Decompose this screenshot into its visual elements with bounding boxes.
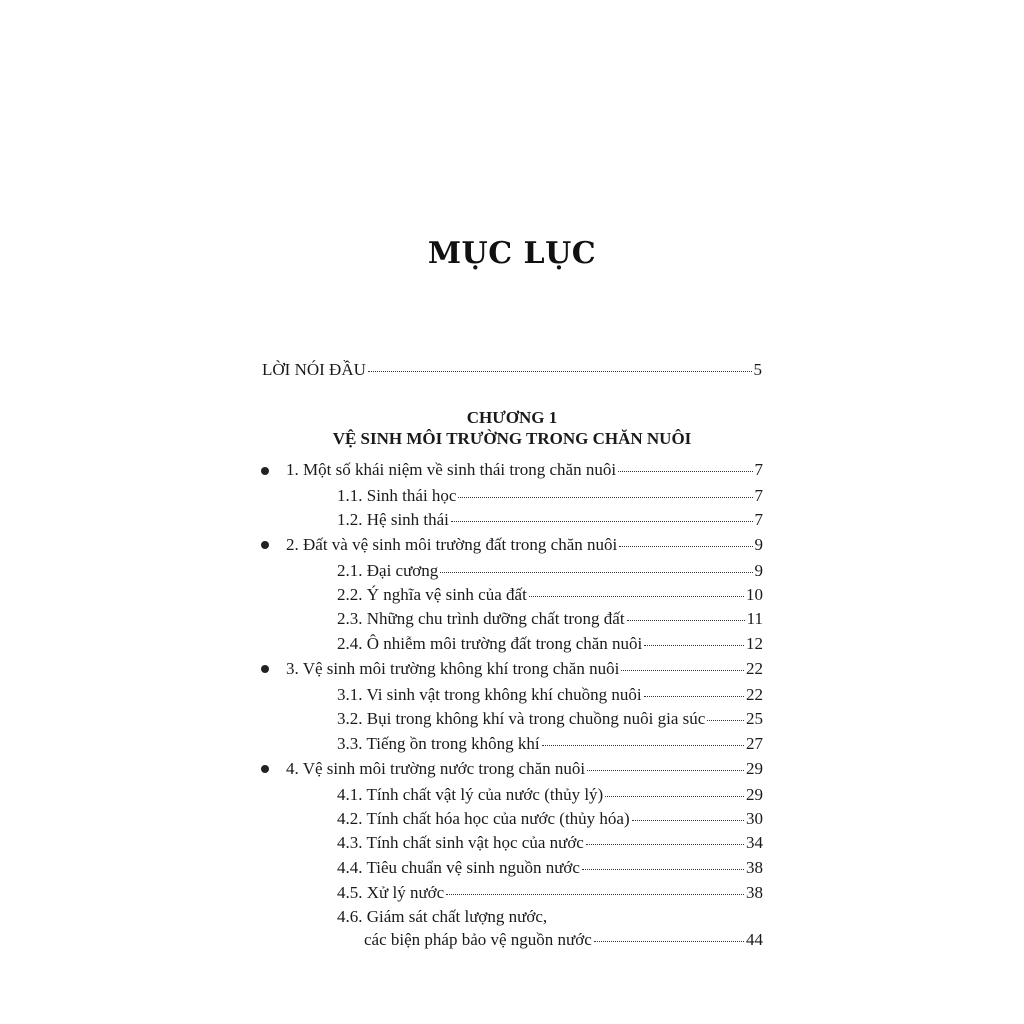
leader-dots: [446, 893, 744, 895]
leader-dots: [529, 595, 744, 597]
toc-entry-page: 38: [746, 883, 763, 902]
leader-dots: [619, 545, 752, 547]
toc-entry[interactable]: [337, 832, 763, 854]
toc-entry[interactable]: [337, 608, 763, 630]
toc-entry-page: 22: [746, 685, 763, 704]
toc-entry-label: 1. Một số khái niệm về sinh thái trong chăn nuôi: [286, 460, 617, 479]
toc-entry-page: 30: [746, 809, 763, 828]
chapter-title: VỆ SINH MÔI TRƯỜNG TRONG CHĂN NUÔI: [332, 429, 692, 448]
toc-entry-label: 2.2. Ý nghĩa vệ sinh của đất: [337, 585, 527, 604]
leader-dots: [632, 819, 744, 821]
leader-dots: [605, 795, 744, 797]
leader-dots: [707, 719, 744, 721]
toc-entry-page: 12: [746, 634, 763, 653]
toc-entry[interactable]: [337, 784, 763, 806]
toc-entry-label: 3.1. Vi sinh vật trong không khí chuồng nuôi: [337, 685, 642, 704]
toc-entry-page: 9: [754, 561, 763, 580]
toc-entry-page: 25: [746, 709, 763, 728]
leader-dots: [440, 571, 752, 573]
bullet-icon: [261, 541, 269, 549]
toc-entry[interactable]: [337, 882, 763, 904]
toc-entry-label: 3.3. Tiếng ồn trong không khí: [337, 734, 540, 753]
toc-entry-label: 2.4. Ô nhiễm môi trường đất trong chăn nuôi: [337, 634, 643, 653]
leader-dots: [368, 370, 752, 372]
toc-entry-page: 10: [746, 585, 763, 604]
toc-entry-label: 4.5. Xử lý nước: [337, 883, 445, 902]
toc-entry-page: 7: [754, 460, 763, 479]
leader-dots: [582, 868, 744, 870]
toc-entry[interactable]: [286, 758, 763, 780]
toc-entry[interactable]: [337, 485, 763, 507]
toc-entry-page: 34: [746, 833, 763, 852]
toc-entry-page: 29: [746, 785, 763, 804]
toc-entry-page: 27: [746, 734, 763, 753]
toc-entry[interactable]: [337, 733, 763, 755]
leader-dots: [587, 769, 744, 771]
bullet-icon: [261, 467, 269, 475]
toc-entry-label: 2. Đất và vệ sinh môi trường đất trong chăn nuôi: [286, 535, 618, 554]
toc-entry-label: 2.1. Đại cương: [337, 561, 439, 580]
toc-entry[interactable]: [286, 534, 763, 556]
toc-entry-label: các biện pháp bảo vệ nguồn nước: [364, 930, 592, 949]
toc-entry-page: 22: [746, 659, 763, 678]
toc-entry-label: 3. Vệ sinh môi trường không khí trong chăn nuôi: [286, 659, 620, 678]
leader-dots: [458, 496, 752, 498]
toc-entry-page: 7: [754, 486, 763, 505]
leader-dots: [451, 520, 753, 522]
toc-entry-label: 4.2. Tính chất hóa học của nước (thủy hóa): [337, 809, 630, 828]
toc-entry[interactable]: [337, 633, 763, 655]
toc-entry-page: 38: [746, 858, 763, 877]
toc-entry[interactable]: [337, 684, 763, 706]
toc-entry-page: 11: [746, 609, 763, 628]
toc-entry-preface[interactable]: [262, 359, 762, 381]
toc-entry-page: 5: [753, 360, 762, 379]
toc-entry-label: 3.2. Bụi trong không khí và trong chuồng nuôi gia súc: [337, 709, 706, 728]
toc-entry-label: 4.1. Tính chất vật lý của nước (thủy lý): [337, 785, 604, 804]
toc-entry-label: 2.3. Những chu trình dưỡng chất trong đất: [337, 609, 625, 628]
leader-dots: [618, 470, 752, 472]
toc-entry[interactable]: [337, 708, 763, 730]
toc-entry-page: 7: [754, 510, 763, 529]
toc-entry-label: 1.2. Hệ sinh thái: [337, 510, 449, 529]
toc-entry-label: 1.1. Sinh thái học: [337, 486, 457, 505]
page-title: MỤC LỤC: [427, 236, 597, 271]
leader-dots: [644, 644, 744, 646]
chapter-number: CHƯƠNG 1: [466, 408, 558, 427]
toc-entry-label: LỜI NÓI ĐẦU: [262, 360, 366, 379]
toc-entry-label[interactable]: 4.6. Giám sát chất lượng nước,: [337, 907, 548, 926]
toc-entry[interactable]: [286, 459, 763, 481]
leader-dots: [586, 843, 744, 845]
toc-entry[interactable]: [286, 658, 763, 680]
leader-dots: [621, 669, 744, 671]
bullet-icon: [261, 665, 269, 673]
leader-dots: [542, 744, 744, 746]
leader-dots: [594, 940, 744, 942]
toc-entry-label: 4.3. Tính chất sinh vật học của nước: [337, 833, 584, 852]
toc-entry[interactable]: [337, 560, 763, 582]
toc-entry[interactable]: [337, 808, 763, 830]
leader-dots: [627, 619, 745, 621]
toc-entry-label: 4.4. Tiêu chuẩn vệ sinh nguồn nước: [337, 858, 580, 877]
toc-entry-label: 4. Vệ sinh môi trường nước trong chăn nuôi: [286, 759, 586, 778]
toc-entry-page: 9: [754, 535, 763, 554]
leader-dots: [644, 695, 744, 697]
toc-entry[interactable]: [337, 857, 763, 879]
toc-entry[interactable]: [337, 584, 763, 606]
toc-entry-page: 44: [746, 930, 763, 949]
toc-entry[interactable]: [364, 929, 763, 951]
toc-entry-page: 29: [746, 759, 763, 778]
bullet-icon: [261, 765, 269, 773]
toc-entry[interactable]: [337, 509, 763, 531]
